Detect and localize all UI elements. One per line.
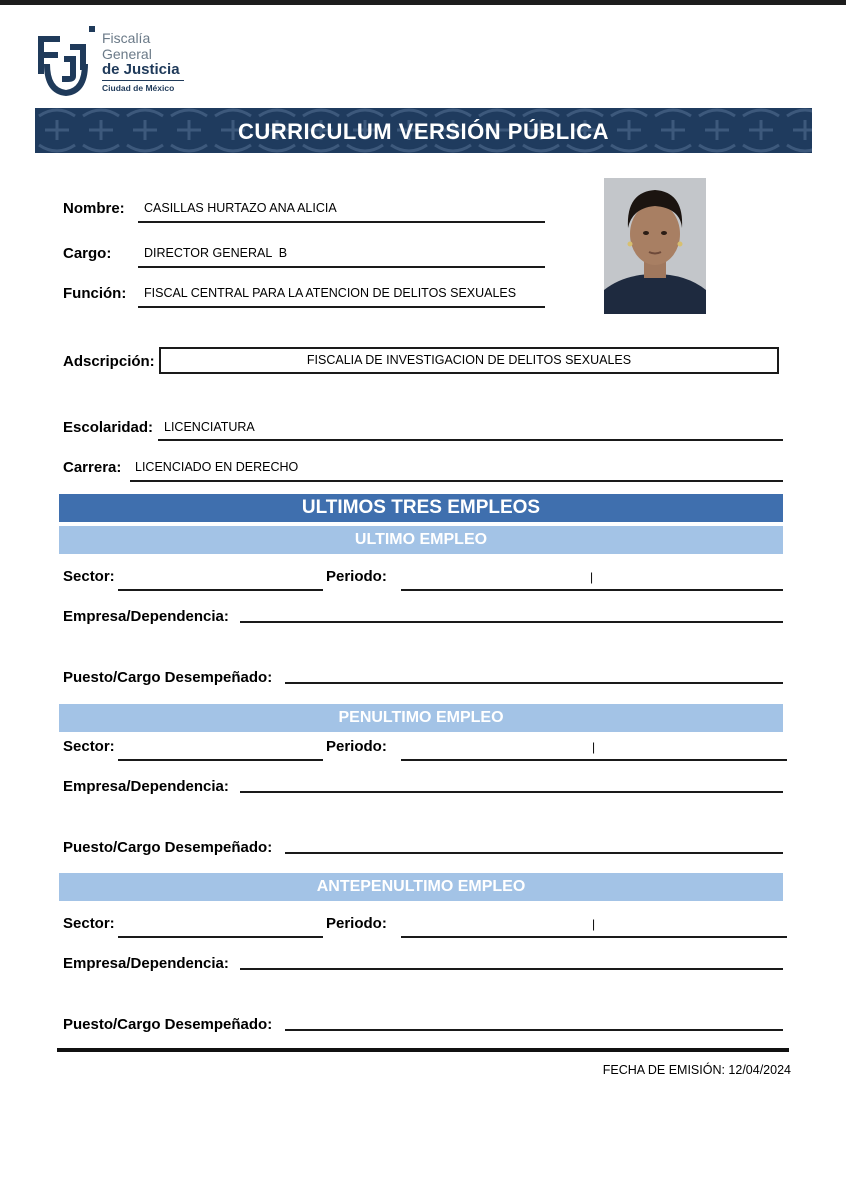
job-2-heading: PENULTIMO EMPLEO xyxy=(59,704,783,732)
job-2-sector-label: Sector: xyxy=(63,738,115,755)
job-1-puesto-line xyxy=(285,682,783,684)
funcion-value: FISCAL CENTRAL PARA LA ATENCION DE DELITOS SEXUALES xyxy=(144,286,517,300)
job-2-periodo-label: Periodo: xyxy=(326,738,387,755)
job-1-empresa-line xyxy=(240,621,783,623)
logo-wordmark xyxy=(102,30,184,93)
nombre-label: Nombre: xyxy=(63,200,125,217)
escolaridad-underline xyxy=(158,439,783,441)
job-2-sector-line xyxy=(118,759,323,761)
page-title: CURRICULUM VERSIÓN PÚBLICA xyxy=(237,119,610,144)
fecha-emision: FECHA DE EMISIÓN: 12/04/2024 xyxy=(602,1063,791,1077)
job-1-puesto-label: Puesto/Cargo Desempeñado: xyxy=(63,669,273,686)
adscripcion-label: Adscripción: xyxy=(63,353,155,370)
job-1-periodo-label: Periodo: xyxy=(326,568,387,585)
job-1-periodo-line xyxy=(401,589,783,591)
cargo-label: Cargo: xyxy=(63,245,112,262)
job-2-puesto-label: Puesto/Cargo Desempeñado: xyxy=(63,839,273,856)
funcion-underline xyxy=(138,306,545,308)
carrera-label: Carrera: xyxy=(63,459,122,476)
fgj-emblem-icon xyxy=(34,24,98,100)
carrera-underline xyxy=(130,480,783,482)
job-3-empresa-line xyxy=(240,968,783,970)
job-3-puesto-label: Puesto/Cargo Desempeñado: xyxy=(63,1016,273,1033)
nombre-underline xyxy=(138,221,545,223)
job-2-periodo-separator: | xyxy=(592,740,596,754)
logo-line-2: General xyxy=(102,46,152,62)
escolaridad-label: Escolaridad: xyxy=(63,419,154,436)
escolaridad-value: LICENCIATURA xyxy=(164,420,255,434)
job-3-periodo-line xyxy=(401,936,787,938)
job-2-periodo-line xyxy=(401,759,787,761)
logo-line-1: Fiscalía xyxy=(102,30,151,46)
person-portrait-icon xyxy=(604,178,706,314)
job-1-sector-label: Sector: xyxy=(63,568,115,585)
top-edge-strip xyxy=(0,0,846,5)
bottom-divider xyxy=(57,1048,789,1052)
carrera-value: LICENCIADO EN DERECHO xyxy=(135,460,299,474)
job-3-sector-line xyxy=(118,936,323,938)
job-2-puesto-line xyxy=(285,852,783,854)
job-1-heading: ULTIMO EMPLEO xyxy=(59,526,783,554)
funcion-label: Función: xyxy=(63,285,127,302)
profile-photo xyxy=(604,178,706,314)
job-3-heading: ANTEPENULTIMO EMPLEO xyxy=(59,873,783,901)
cargo-underline xyxy=(138,266,545,268)
fiscalia-logo xyxy=(34,24,194,104)
job-3-sector-label: Sector: xyxy=(63,915,115,932)
job-1-periodo-separator: | xyxy=(590,570,594,584)
job-1-empresa-label: Empresa/Dependencia: xyxy=(63,608,229,625)
cargo-value: DIRECTOR GENERAL B xyxy=(144,246,288,260)
job-2-empresa-label: Empresa/Dependencia: xyxy=(63,778,229,795)
job-3-puesto-line xyxy=(285,1029,783,1031)
adscripcion-box: FISCALIA DE INVESTIGACION DE DELITOS SEXUALES xyxy=(159,347,779,374)
nombre-value: CASILLAS HURTAZO ANA ALICIA xyxy=(144,201,337,215)
job-3-periodo-label: Periodo: xyxy=(326,915,387,932)
logo-city: Ciudad de México xyxy=(102,80,184,93)
job-3-empresa-label: Empresa/Dependencia: xyxy=(63,955,229,972)
title-banner xyxy=(35,108,812,153)
job-1-sector-line xyxy=(118,589,323,591)
employment-section-title: ULTIMOS TRES EMPLEOS xyxy=(59,494,783,522)
job-2-empresa-line xyxy=(240,791,783,793)
job-3-periodo-separator: | xyxy=(592,917,596,931)
logo-line-3: de Justicia xyxy=(102,61,180,78)
